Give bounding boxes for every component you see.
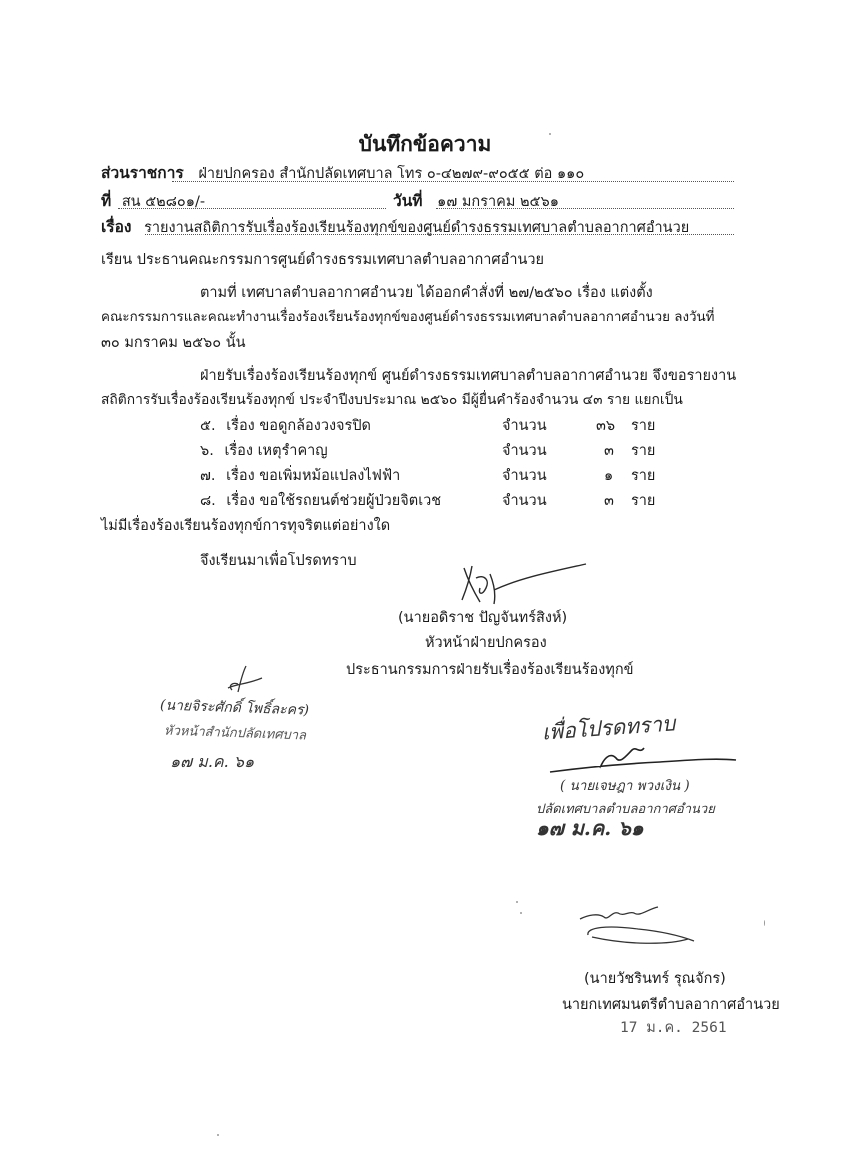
ref-row	[101, 188, 205, 213]
item-count-label: จำนวน	[502, 443, 547, 459]
item-unit: ราย	[631, 493, 656, 509]
ref-label: ที่	[101, 192, 112, 210]
ref-dotted-line	[118, 207, 386, 209]
item-count: ๓	[604, 493, 614, 509]
item-number: ๕.	[200, 418, 216, 434]
item-number: ๖.	[200, 443, 214, 459]
list-item	[200, 489, 441, 512]
signatory3-position: ปลัดเทศบาลตำบลอากาศอำนวย	[536, 802, 715, 817]
item-text: เรื่อง ขอใช้รถยนต์ช่วยผู้ป่วยจิตเวช	[226, 493, 442, 509]
signatory3-date: ๑๗ ม.ค. ๖๑	[536, 816, 644, 840]
subject-row	[101, 214, 689, 239]
para2-line2: สถิติการรับเรื่องร้องเรียนร้องทุกข์ ประจำปีงบประมาณ ๒๕๖๐ มีผู้ยื่นคำร้องจำนวน ๔๓ ราย แยกเป็น	[101, 392, 683, 408]
para1-line1: ตามที่ เทศบาลตำบลอากาศอำนวย ได้ออกคำสั่งที่ ๒๗/๒๕๖๐ เรื่อง แต่งตั้ง	[200, 285, 653, 301]
item-unit: ราย	[631, 468, 656, 484]
item-unit: ราย	[631, 418, 656, 434]
signature-4	[568, 895, 698, 955]
no-corruption-note: ไม่มีเรื่องร้องเรียนร้องทุกข์การทุจริตแต่อย่างใด	[101, 518, 391, 534]
scan-speck	[764, 920, 765, 926]
agency-label: ส่วนราชการ	[101, 164, 184, 182]
signatory3-name: ( นายเจษฎา พวงเงิน )	[560, 778, 690, 794]
list-item	[200, 439, 328, 462]
signatory4-date: 17 ม.ค. 2561	[620, 1020, 727, 1036]
signatory2-position: หัวหน้าสำนักปลัดเทศบาล	[163, 723, 307, 744]
memo-title: บันทึกข้อความ	[358, 132, 492, 156]
signature-2	[218, 664, 268, 696]
date-dotted-line	[436, 207, 734, 209]
scan-speck	[549, 133, 551, 135]
signatory1-position: หัวหน้าฝ่ายปกครอง	[425, 635, 547, 651]
scan-speck	[516, 901, 518, 903]
signatory1-role: ประธานกรรมการฝ่ายรับเรื่องร้องเรียนร้องทุกข์	[346, 662, 634, 678]
item-count-label: จำนวน	[502, 493, 547, 509]
date-row	[393, 188, 559, 213]
signatory4-name: (นายวัชรินทร์ รุณจักร)	[584, 971, 726, 987]
signature-1	[450, 560, 590, 610]
item-count-label: จำนวน	[502, 468, 547, 484]
item-count: ๓	[604, 443, 614, 459]
scan-speck	[217, 1134, 219, 1136]
item-text: เรื่อง เหตุรำคาญ	[224, 443, 328, 459]
signatory2-name: (นายจิระศักดิ์ โพธิ์ละคร)	[159, 697, 310, 719]
subject-label: เรื่อง	[101, 218, 132, 236]
signatory3-note: เพื่อโปรดทราบ	[541, 711, 677, 745]
signature-3	[540, 738, 740, 778]
date-value: ๑๗ มกราคม ๒๕๖๑	[437, 194, 559, 210]
item-count: ๑	[604, 468, 614, 484]
item-text: เรื่อง ขอดูกล้องวงจรปิด	[226, 418, 371, 434]
signatory4-position: นายกเทศมนตรีตำบลอากาศอำนวย	[562, 997, 780, 1013]
item-unit: ราย	[631, 443, 656, 459]
list-item	[200, 414, 371, 437]
ref-value: สน ๕๒๘๐๑/-	[121, 194, 206, 210]
item-number: ๘.	[200, 493, 216, 509]
agency-dotted-line	[172, 180, 734, 182]
scan-speck	[520, 912, 522, 914]
closing-text: จึงเรียนมาเพื่อโปรดทราบ	[200, 553, 357, 569]
signatory2-date: ๑๗ ม.ค. ๖๑	[170, 752, 255, 771]
item-text: เรื่อง ขอเพิ่มหม้อแปลงไฟฟ้า	[226, 468, 401, 484]
item-count-label: จำนวน	[502, 418, 547, 434]
subject-value: รายงานสถิติการรับเรื่องร้องเรียนร้องทุกข์ของศูนย์ดำรงธรรมเทศบาลตำบลอากาศอำนวย	[144, 220, 690, 236]
subject-dotted-line	[145, 233, 734, 235]
list-item	[200, 464, 400, 487]
para1-line3: ๓๐ มกราคม ๒๕๖๐ นั้น	[101, 335, 246, 351]
signatory1-name: (นายอดิราช ปัญจันทร์สิงห์)	[398, 610, 568, 626]
item-count: ๓๖	[596, 418, 616, 434]
para1-line2: คณะกรรมการและคณะทำงานเรื่องร้องเรียนร้องทุกข์ของศูนย์ดำรงธรรมเทศบาลตำบลอากาศอำนวย ลงวันที่	[101, 310, 715, 325]
para2-line1: ฝ่ายรับเรื่องร้องเรียนร้องทุกข์ ศูนย์ดำรงธรรมเทศบาลตำบลอากาศอำนวย จึงขอรายงาน	[200, 368, 737, 384]
agency-value: ฝ่ายปกครอง สำนักปลัดเทศบาล โทร ๐-๔๒๗๙-๙๐๕๕ ต่อ ๑๑๐	[198, 166, 585, 182]
date-label: วันที่	[393, 192, 423, 210]
item-number: ๗.	[200, 468, 216, 484]
salutation: เรียน ประธานคณะกรรมการศูนย์ดำรงธรรมเทศบาลตำบลอากาศอำนวย	[101, 252, 545, 268]
